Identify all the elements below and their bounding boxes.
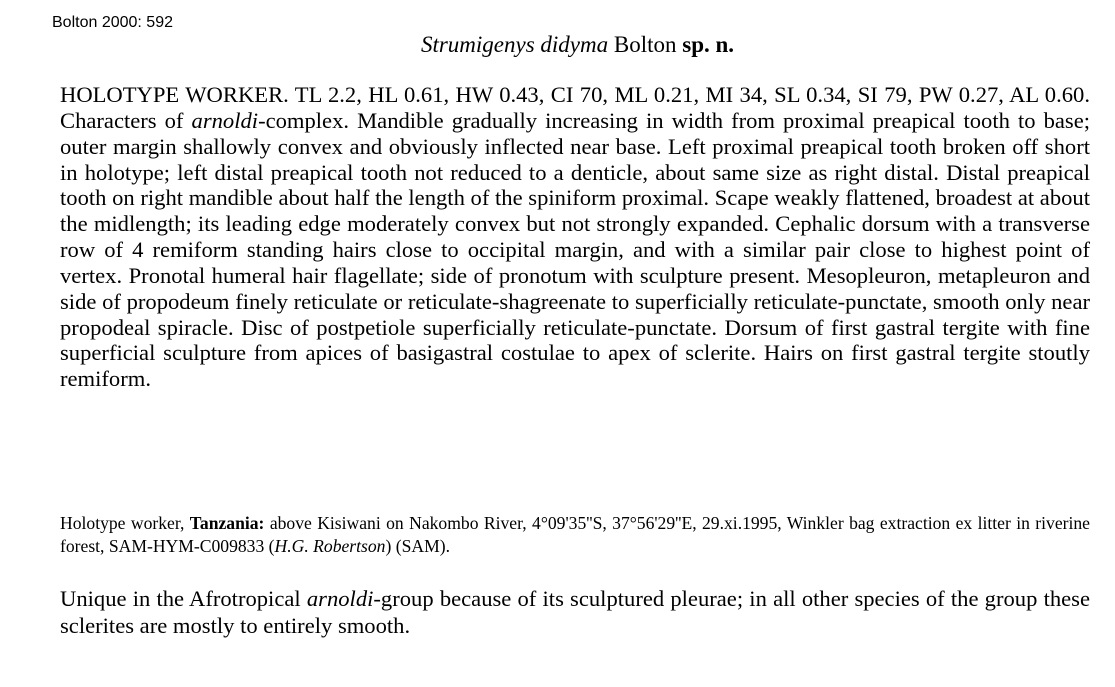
- holotype-country: Tanzania:: [189, 513, 265, 533]
- group-name: arnoldi: [306, 586, 374, 611]
- complex-name: arnoldi: [191, 107, 259, 133]
- diagnostic-remark: [60, 585, 1090, 639]
- species-author: Bolton: [613, 32, 677, 57]
- species-name: Strumigenys didyma: [420, 32, 609, 57]
- holotype-material: [60, 512, 1090, 557]
- holotype-description: [60, 82, 1090, 392]
- holotype-collector: H.G. Robertson: [274, 535, 386, 556]
- holotype-label: Holotype worker,: [60, 513, 185, 533]
- holotype-depository: ) (SAM).: [385, 535, 450, 556]
- remark-text-2: -group because of its sculptured pleurae; in all other species of the group these sclerites are mostly to entirely smooth.: [60, 586, 1090, 638]
- species-status: sp. n.: [682, 32, 735, 57]
- citation: Bolton 2000: 592: [52, 14, 173, 31]
- description-text-2: -complex. Mandible gradually increasing in width from proximal preapical tooth to base; outer margin shallowly convex and obviously inflected near base. Left proximal preapical tooth broken off short in holotype; left distal preapical tooth not reduced to a denticle, about same size as right distal. Distal preapical tooth on right mandible about half the length of the spiniform proximal. Scape weakly flattened, broadest at about the midlength; its leading edge moderately convex but not strongly expanded. Cephalic dorsum with a transverse row of 4 remiform standing hairs close to occipital margin, and with a similar pair close to highest point of vertex. Pronotal humeral hair flagellate; side of pronotum with sculpture present. Mesopleuron, metapleuron and side of propodeum finely reticulate or reticulate-shagreenate to superficially reticulate-punctate, smooth only near propodeal spiracle. Disc of postpetiole superficially reticulate-punctate. Dorsum of first gastral tergite with fine superficial sculpture from apices of basigastral costulae to apex of sclerite. Hairs on first gastral tergite stoutly remiform.: [60, 107, 1091, 392]
- description-text-1: HOLOTYPE WORKER. TL 2.2, HL 0.61, HW 0.43, CI 70, ML 0.21, MI 34, SL 0.34, SI 79, PW 0.27, AL 0.60. Characters of: [60, 82, 1090, 133]
- species-title: [0, 31, 1115, 59]
- remark-text-1: Unique in the Afrotropical: [60, 586, 307, 611]
- holotype-locality: above Kisiwani on Nakombo River, 4°09'35''S, 37°56'29''E, 29.xi.1995, Winkler bag extraction ex litter in riverine forest, SAM-HYM-C009833 (: [60, 513, 1090, 556]
